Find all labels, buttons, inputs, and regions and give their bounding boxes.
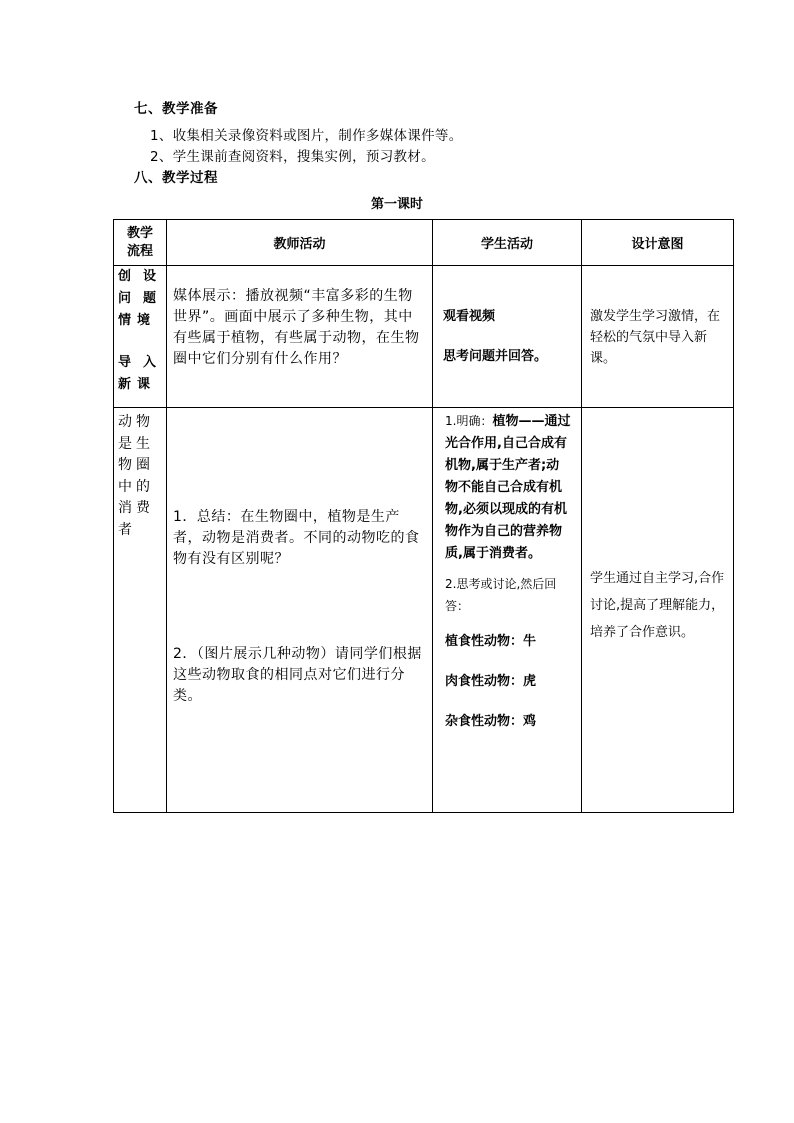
teacher-activity-1: 1．总结：在生物圈中，植物是生产者，动物是消费者。不同的动物吃的食物有没有区别呢？ — [173, 509, 420, 567]
herbivore-answer: 植食性动物：牛 — [445, 634, 537, 649]
design-intent: 激发学生学习激情，在轻松的气氛中导入新课。 — [590, 309, 721, 366]
table-row — [114, 266, 734, 408]
student-activity-2: 2.思考或讨论,然后回答： — [445, 577, 557, 613]
student-activity-1-prefix: 1.明确： — [445, 414, 493, 428]
student-activity-2: 思考问题并回答。 — [443, 349, 548, 364]
flow-label-b: 导入新课 — [118, 355, 162, 392]
teacher-cell — [167, 408, 433, 813]
teacher-activity: 媒体展示：播放视频“丰富多彩的生物世界”。画面中展示了多种生物，其中有些属于植物，有些属于动物，在生物圈中它们分别有什么作用？ — [173, 288, 420, 367]
teacher-activity-2: 2．（图片展示几种动物）请同学们根据这些动物取食的相同点对它们进行分类。 — [173, 646, 422, 704]
design-cell — [582, 266, 734, 408]
student-activity-1: 观看视频 — [443, 309, 496, 324]
table-caption: 第一课时 — [370, 197, 423, 212]
omnivore-answer: 杂食性动物：鸡 — [445, 714, 537, 729]
flow-label-a: 创设问题情境 — [118, 269, 162, 328]
header-student: 学生活动 — [433, 220, 582, 266]
prep-item-2: 2、学生课前查阅资料，搜集实例，预习教材。 — [150, 149, 435, 165]
table-header-row — [114, 220, 734, 266]
section7-title: 七、教学准备 — [134, 101, 218, 117]
flow-cell — [114, 408, 167, 813]
header-design: 设计意图 — [582, 220, 734, 266]
flow-cell — [114, 266, 167, 408]
student-activity-1 — [433, 408, 581, 565]
teacher-cell — [167, 266, 433, 408]
lesson-process-table — [113, 219, 734, 813]
prep-item-1: 1、收集相关录像资料或图片，制作多媒体课件等。 — [150, 128, 463, 144]
header-flow: 教学流程 — [114, 220, 167, 266]
flow-label: 动物是生物圈中的消费者 — [118, 414, 154, 538]
student-cell — [433, 266, 582, 408]
section8-title: 八、教学过程 — [134, 170, 218, 186]
student-cell — [433, 408, 582, 813]
table-row — [114, 408, 734, 813]
student-activity-1-body: 植物——通过光合作用,自己合成有机物,属于生产者;动物不能自己合成有机物,必须以现成的有机物作为自己的营养物质,属于消费者。 — [445, 414, 571, 561]
design-cell — [582, 408, 734, 813]
carnivore-answer: 肉食性动物：虎 — [445, 674, 537, 689]
header-teacher: 教师活动 — [167, 220, 433, 266]
design-intent: 学生通过自主学习,合作讨论,提高了理解能力，培养了合作意识。 — [590, 571, 725, 640]
